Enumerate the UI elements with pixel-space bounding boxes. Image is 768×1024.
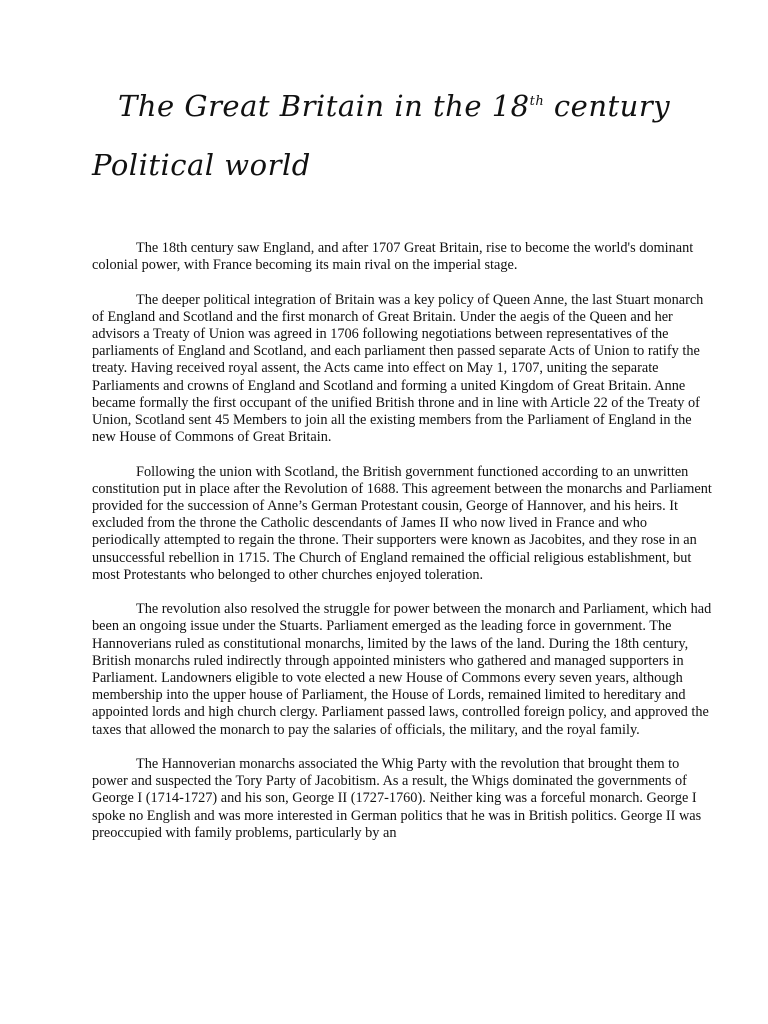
title-main-text: The Great Britain in the 18 — [118, 89, 530, 123]
document-subtitle: Political world — [92, 148, 311, 182]
paragraph-5: The Hannoverian monarchs associated the Whig Party with the revolution that brought them to power and suspected the Tory Party of Jacobitism. As a result, the Whigs dominated the governments of George I (1714-1727) and his son, George II (1727-1760). Neither king was a forceful monarch. George I spoke no English and was more interested in German politics that he was in British politics. George II was preoccupied with family problems, particularly by an — [92, 756, 702, 841]
document-body — [92, 240, 712, 859]
title-tail-text: century — [544, 89, 671, 123]
paragraph-1: The 18th century saw England, and after 1707 Great Britain, rise to become the world's dominant colonial power, with France becoming its main rival on the imperial stage. — [92, 240, 694, 274]
document-title — [118, 88, 670, 124]
paragraph-3: Following the union with Scotland, the British government functioned according to an unwritten constitution put in place after the Revolution of 1688. This agreement between the monarchs and Parliament provided for the succession of Anne’s German Protestant cousin, George of Hannover, and his heirs. It excluded from the throne the Catholic descendants of James II who now lived in France and who periodically attempted to regain the throne. Their supporters were known as Jacobites, and they rose in an unsuccessful rebellion in 1715. The Church of England remained the official religious establishment, but most Protestants who belonged to other churches enjoyed toleration. — [92, 463, 712, 583]
title-superscript: th — [529, 94, 545, 109]
paragraph-4: The revolution also resolved the struggle for power between the monarch and Parliament, which had been an ongoing issue under the Stuarts. Parliament emerged as the leading force in government. The Hannoverians ruled as constitutional monarchs, limited by the laws of the land. During the 18th century, British monarchs ruled indirectly through appointed ministers who gathered and managed supporters in Parliament. Landowners eligible to vote elected a new House of Commons every seven years, although membership into the upper house of Parliament, the House of Lords, remained limited to hereditary and appointed lords and high church clergy. Parliament passed laws, controlled foreign policy, and approved the taxes that allowed the monarch to pay the salaries of officials, the military, and the royal family. — [92, 601, 712, 738]
paragraph-2: The deeper political integration of Britain was a key policy of Queen Anne, the last Stuart monarch of England and Scotland and the first monarch of Great Britain. Under the aegis of the Queen and her advisors a Treaty of Union was agreed in 1706 following negotiations between representatives of the parliaments of England and Scotland, and each parliament then passed separate Acts of Union to ratify the treaty. Having received royal assent, the Acts came into effect on May 1, 1707, uniting the separate Parliaments and crowns of England and Scotland and forming a united Kingdom of Great Britain. Anne became formally the first occupant of the unified British throne and in line with Article 22 of the Treaty of Union, Scotland sent 45 Members to join all the existing members from the Parliament of England in the new House of Commons of Great Britain. — [92, 291, 704, 446]
